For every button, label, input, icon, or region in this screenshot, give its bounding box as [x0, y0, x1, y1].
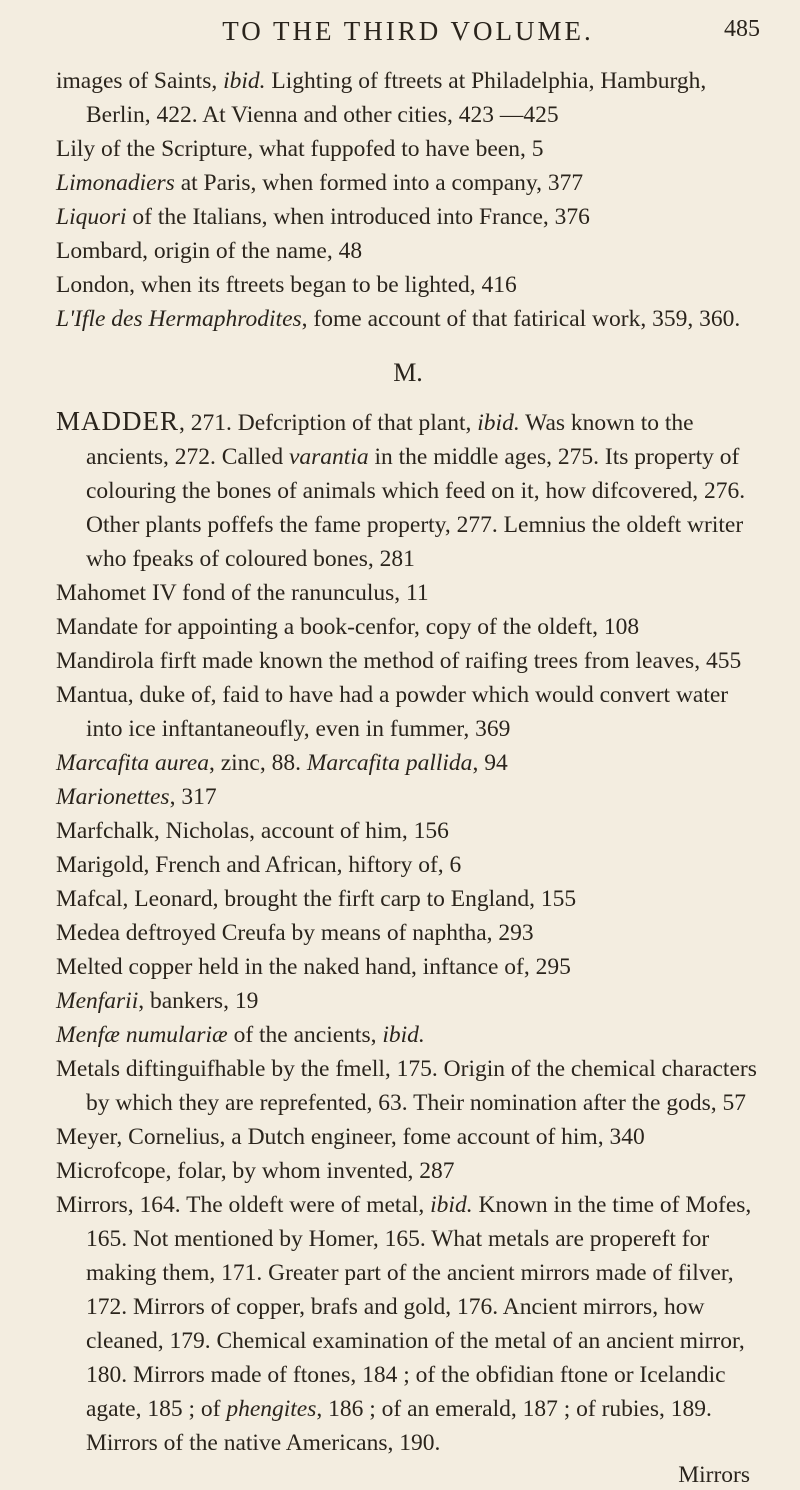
entry-text: Medea deftroyed Creufa by means of naphtha, 293: [56, 920, 534, 946]
index-entry: [56, 814, 760, 848]
index-entry: [56, 610, 760, 644]
italic-text: Marcafita aurea: [56, 750, 209, 776]
index-entry: [56, 780, 760, 814]
italic-text: ibid.: [430, 1192, 473, 1218]
entry-text: , bankers, 19: [138, 988, 259, 1014]
entry-text: London, when its ftreets began to be lighted, 416: [56, 272, 517, 298]
entry-text: Lombard, origin of the name, 48: [56, 238, 363, 264]
entry-text: , 317: [169, 784, 217, 810]
index-entry: [56, 746, 760, 780]
italic-text: ibid.: [223, 68, 266, 94]
index-entries-m: [56, 404, 760, 1460]
entry-text: in the middle ages, 275. Its property of colouring the bones of animals which feed on it, how difcovered, 276. Other plants poffefs the fame property, 277. Lemnius the oldeft writer who fpeaks of coloured bones, 281: [86, 444, 746, 572]
running-title: TO THE THIRD VOLUME.: [222, 16, 594, 46]
page-number: 485: [724, 16, 760, 42]
entry-text: , fome account of that fatirical work, 359, 360.: [301, 306, 741, 332]
entry-text: Lighting of ftreets at Philadelphia, Hamburgh, Berlin, 422. At Vienna and other cities, 423 —425: [86, 68, 707, 128]
italic-text: Menfæ numulariæ: [56, 1022, 228, 1048]
entry-text: Mirrors, 164. The oldeft were of metal,: [56, 1192, 431, 1218]
running-header: [56, 8, 760, 64]
index-entry: [56, 1052, 760, 1120]
italic-text: ibid.: [477, 410, 520, 436]
index-entry: [56, 302, 760, 336]
entry-text: Known in the time of Mofes, 165. Not mentioned by Homer, 165. What metals are propereft for making them, 171. Greater part of the ancient mirrors made of filver, 172. Mirrors of copper, brafs and gold, 176. Ancient mirrors, how cleaned, 179. Chemical examination of the metal of an ancient mirror, 180. Mirrors made of ftones, 184 ; of the obfidian ftone or Icelandic agate, 185 ; of: [86, 1192, 752, 1422]
italic-text: Liquori: [56, 204, 127, 230]
entry-text: Metals diftinguifhable by the fmell, 175. Origin of the chemical characters by which they are reprefented, 63. Their nomination after the gods, 57: [56, 1056, 757, 1116]
italic-text: phengites: [226, 1396, 317, 1422]
index-entry: [56, 848, 760, 882]
index-entry: [56, 132, 760, 166]
index-entry: [56, 950, 760, 984]
index-entry: [56, 234, 760, 268]
entry-text: Was known to the ancients, 272. Called: [86, 410, 694, 470]
italic-text: ibid.: [382, 1022, 425, 1048]
index-entry: [56, 64, 760, 132]
entry-text: Microfcope, folar, by whom invented, 287: [56, 1158, 455, 1184]
entry-text: Mandate for appointing a book-cenfor, copy of the oldeft, 108: [56, 614, 640, 640]
index-entry: [56, 984, 760, 1018]
section-heading-m: M.: [393, 358, 423, 387]
entry-text: of the ancients,: [227, 1022, 383, 1048]
index-entry: [56, 200, 760, 234]
index-entry: [56, 576, 760, 610]
index-entry: [56, 916, 760, 950]
index-entry: [56, 268, 760, 302]
index-entry: [56, 1018, 760, 1052]
entry-text: , 271. Defcription of that plant,: [179, 410, 478, 436]
entry-text: at Paris, when formed into a company, 377: [174, 170, 584, 196]
entry-text: Mahomet IV fond of the ranunculus, 11: [56, 580, 429, 606]
index-entry: [56, 882, 760, 916]
entry-text: of the Italians, when introduced into France, 376: [126, 204, 590, 230]
entry-text: Marigold, French and African, hiftory of, 6: [56, 852, 462, 878]
italic-text: Menfarii: [56, 988, 139, 1014]
entry-text: Mafcal, Leonard, brought the firft carp to England, 155: [56, 886, 577, 912]
entry-text: Lily of the Scripture, what fuppofed to have been, 5: [56, 136, 544, 162]
italic-text: Marcafita pallida: [306, 750, 473, 776]
entry-text: Mandirola firft made known the method of raifing trees from leaves, 455: [56, 648, 742, 674]
index-entry: [56, 1154, 760, 1188]
italic-text: Limonadiers: [56, 170, 175, 196]
entry-text: , zinc, 88.: [208, 750, 307, 776]
entry-text: Meyer, Cornelius, a Dutch engineer, fome account of him, 340: [56, 1124, 645, 1150]
entry-text: Mantua, duke of, faid to have had a powder which would convert water into ice inftantaneoufly, even in fummer, 369: [56, 682, 729, 742]
index-entry: [56, 404, 760, 576]
catchword: Mirrors: [678, 1462, 750, 1488]
entry-text: Marfchalk, Nicholas, account of him, 156: [56, 818, 449, 844]
entry-text: Melted copper held in the naked hand, inftance of, 295: [56, 954, 571, 980]
index-entry: [56, 1188, 760, 1460]
italic-text: L'Ifle des Hermaphrodites: [56, 306, 302, 332]
entry-text: , 186 ; of an emerald, 187 ; of rubies, 189. Mirrors of the native Americans, 190.: [86, 1396, 712, 1456]
italic-text: Marionettes: [56, 784, 170, 810]
entry-text: images of Saints,: [56, 68, 224, 94]
index-entry: [56, 678, 760, 746]
index-entry: [56, 644, 760, 678]
italic-text: varantia: [288, 444, 369, 470]
index-entry: [56, 166, 760, 200]
entry-text: , 94: [472, 750, 508, 776]
index-entries-l: [56, 64, 760, 336]
entry-keyword: MADDER: [56, 406, 180, 436]
index-entry: [56, 1120, 760, 1154]
